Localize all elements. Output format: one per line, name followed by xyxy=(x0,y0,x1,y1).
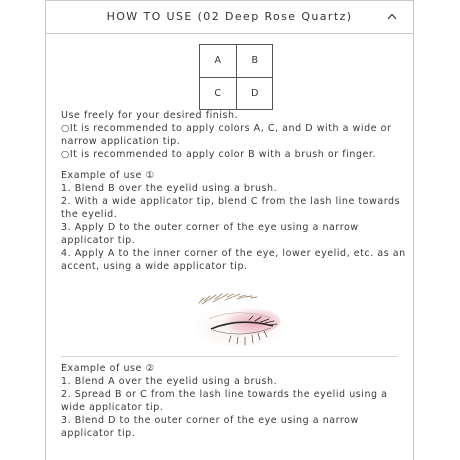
intro-line: ○It is recommended to apply colors A, C, and D with a wide or xyxy=(61,123,392,134)
example-1-step: applicator tip. xyxy=(61,235,136,246)
example-2-step: 2. Spread B or C from the lash line towards the eyelid using a xyxy=(61,389,388,400)
example-1-step: 1. Blend B over the eyelid using a brush. xyxy=(61,183,278,194)
how-to-use-panel xyxy=(45,0,414,460)
example-2-step: wide applicator tip. xyxy=(61,402,164,413)
example-1-step: the eyelid. xyxy=(61,209,118,220)
section-divider xyxy=(61,356,398,357)
example-2-step: 1. Blend A over the eyelid using a brush. xyxy=(61,376,278,387)
intro-line: ○It is recommended to apply color B with a brush or finger. xyxy=(61,149,377,160)
intro-line: narrow application tip. xyxy=(61,136,181,147)
color-layout-grid xyxy=(199,44,273,110)
example-1 xyxy=(61,169,406,273)
example-1-step: 2. With a wide applicator tip, blend C from the lash line towards xyxy=(61,196,401,207)
example-1-step: 4. Apply A to the inner corner of the eye, lower eyelid, etc. as an xyxy=(61,248,406,259)
example-2-heading: Example of use ② xyxy=(61,363,155,374)
example-1-step: 3. Apply D to the outer corner of the eye using a narrow xyxy=(61,222,359,233)
grid-cell-d: D xyxy=(251,88,259,99)
grid-cell-c: C xyxy=(214,88,222,99)
intro-line: Use freely for your desired finish. xyxy=(61,110,239,121)
example-2-step: applicator tip. xyxy=(61,428,136,439)
intro-text xyxy=(61,109,401,161)
example-1-heading: Example of use ① xyxy=(61,170,155,181)
example-2 xyxy=(61,362,401,440)
grid-cell-a: A xyxy=(214,55,222,66)
eye-makeup-illustration xyxy=(191,289,286,354)
chevron-up-icon[interactable] xyxy=(387,13,397,20)
example-2-step: 3. Blend D to the outer corner of the eye using a narrow xyxy=(61,415,359,426)
example-1-step: accent, using a wide applicator tip. xyxy=(61,261,248,272)
grid-cell-b: B xyxy=(251,55,259,66)
accordion-title: HOW TO USE (02 Deep Rose Quartz) xyxy=(106,10,353,23)
accordion-header[interactable] xyxy=(46,1,413,34)
